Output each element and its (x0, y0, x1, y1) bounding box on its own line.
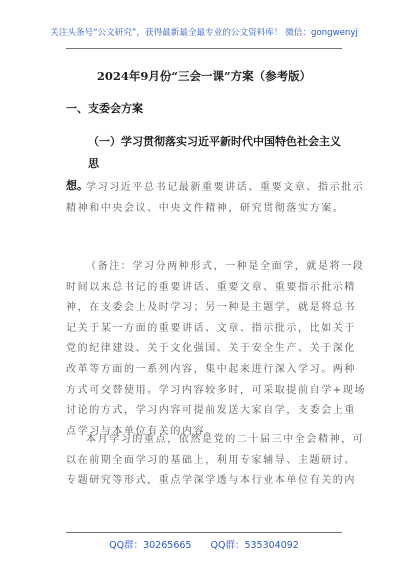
paragraph-line: 党的纪律建设、关于文化强国、关于安全生产、关于深化 (66, 343, 356, 355)
paragraph-line: 点学习与本单位有关的内容。 (66, 425, 217, 437)
paragraph-line: 专题研究等形式，重点学深学透与本行业本单位有关的内 (66, 475, 356, 487)
paragraph-line: 学习习近平总书记最新重要讲话、重要文章、指示批示 (86, 182, 365, 193)
footer-qq-group-1: QQ群：30265665 (109, 540, 192, 551)
footer-contacts (0, 537, 408, 551)
paragraph-line: 以在前期全面学习的基础上，利用专家辅导、主题研讨、 (66, 454, 356, 466)
paragraph-line: 记关于某一方面的重要讲话、文章、指示批示，比如关于 (66, 322, 356, 334)
paragraph-line: 讨论的方式，学习内容可提前发送大家自学，支委会上重 (66, 405, 356, 417)
paragraph-remarks (66, 257, 366, 442)
header-divider (66, 48, 342, 49)
paragraph-line: 方式可交替使用。学习内容较多时，可采取提前自学+现场 (66, 384, 366, 396)
paragraph-line: 改革等方面的一系列内容，集中起来进行深入学习。两种 (66, 363, 356, 375)
paragraph-monthly-focus (66, 430, 365, 492)
paragraph-line: （备注：学习分两种形式，一种是全面学，就是将一段 (86, 261, 365, 272)
paragraph-line: 精神和中央会议、中央文件精神，研究贯彻落实方案。 (66, 202, 345, 214)
document-title: 2024年9月份“三会一课”方案（参考版） (96, 69, 312, 83)
paragraph-line: 本月学习的重点，依然是党的二十届三中全会精神，可 (86, 434, 365, 445)
paragraph-study-content (66, 178, 365, 219)
section-heading: 一、支委会方案 (66, 102, 143, 115)
subsection-heading-line: 想。 (66, 179, 88, 192)
paragraph-line: 时间以来总书记的重要讲话、重要文章、重要指示批示精 (66, 281, 356, 293)
subsection-heading-line: （一）学习贯彻落实习近平新时代中国特色社会主义思 (88, 135, 341, 170)
footer-divider (66, 532, 342, 533)
footer-qq-group-2: QQ群：535304092 (210, 540, 299, 551)
paragraph-line: 神，在支委会上及时学习；另一种是主题学，就是将总书 (66, 302, 356, 314)
header-promo: 关注头条号“公文研究”，获得最新最全最专业的公文资料库！ 微信：gongwenyj (50, 28, 358, 38)
